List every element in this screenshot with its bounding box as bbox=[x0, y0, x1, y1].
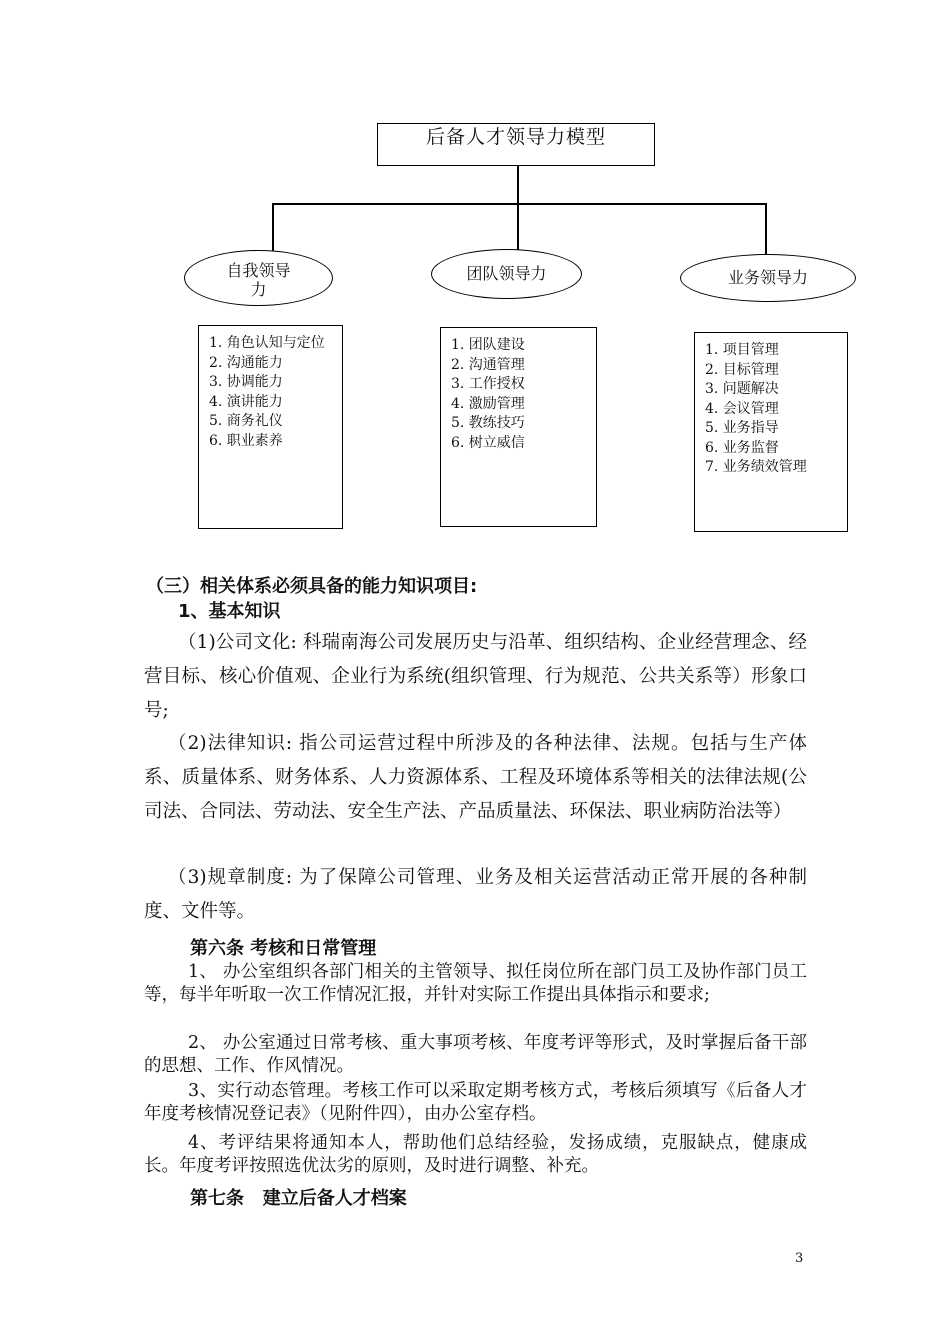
branch-team-leadership bbox=[431, 249, 582, 299]
branch-self-leadership bbox=[184, 250, 333, 306]
connector-middle-drop bbox=[517, 203, 519, 250]
list-item: 3. 协调能力 bbox=[209, 374, 283, 390]
connector-trunk bbox=[517, 166, 519, 204]
team-leadership-list bbox=[440, 327, 597, 527]
list-item: 6. 职业素养 bbox=[209, 432, 283, 449]
list-item: 5. 商务礼仪 bbox=[209, 413, 283, 429]
list-item: 2. 沟通管理 bbox=[451, 356, 525, 373]
branch-business-leadership bbox=[680, 254, 856, 302]
business-leadership-list bbox=[694, 332, 848, 532]
list-item: 4. 会议管理 bbox=[705, 400, 779, 417]
list-item: 3. 问题解决 bbox=[705, 381, 779, 397]
page-number: 3 bbox=[795, 1251, 804, 1266]
section-3-paragraph-3: （3)规章制度: 为了保障公司管理、业务及相关运营活动正常开展的各种制度、文件等。 bbox=[144, 867, 807, 922]
section-3-heading: （三）相关体系必须具备的能力知识项目: bbox=[146, 576, 478, 597]
list-item: 1. 团队建设 bbox=[451, 337, 525, 353]
article-7-heading: 第七条 建立后备人才档案 bbox=[190, 1188, 407, 1209]
list-item: 2. 沟通能力 bbox=[209, 354, 283, 371]
article-6-item-1: 1、 办公室组织各部门相关的主管领导、拟任岗位所在部门员工及协作部门员工等，每半年听取一次工作情况汇报，并针对实际工作提出具体指示和要求; bbox=[144, 962, 807, 1005]
connector-right-drop bbox=[765, 203, 767, 255]
list-item: 4. 演讲能力 bbox=[209, 393, 283, 410]
list-item: 7. 业务绩效管理 bbox=[705, 459, 807, 475]
connector-horizontal bbox=[272, 203, 766, 205]
article-6-item-4: 4、考评结果将通知本人，帮助他们总结经验，发扬成绩，克服缺点，健康成长。年度考评按照选优汰劣的原则，及时进行调整、补充。 bbox=[144, 1133, 807, 1176]
section-3-subheading: 1、基本知识 bbox=[178, 601, 281, 622]
list-item: 3. 工作授权 bbox=[451, 376, 525, 392]
list-item: 5. 教练技巧 bbox=[451, 415, 525, 431]
branch-team-leadership-label: 团队领导力 bbox=[466, 264, 547, 283]
list-item: 4. 激励管理 bbox=[451, 395, 525, 412]
connector-left-drop bbox=[272, 203, 274, 251]
article-6-heading: 第六条 考核和日常管理 bbox=[190, 938, 377, 959]
list-item: 1. 角色认知与定位 bbox=[209, 335, 325, 351]
section-3-paragraph-1: （1)公司文化: 科瑞南海公司发展历史与沿革、组织结构、企业经营理念、经营目标、核心价值观、企业行为系统(组织管理、行为规范、公共关系等）形象口号; bbox=[144, 632, 807, 721]
list-item: 2. 目标管理 bbox=[705, 361, 779, 378]
diagram-title-box bbox=[377, 123, 655, 166]
list-item: 6. 树立威信 bbox=[451, 434, 525, 451]
article-6-item-2: 2、 办公室通过日常考核、重大事项考核、年度考评等形式，及时掌握后备干部的思想、工作、作风情况。 bbox=[144, 1033, 807, 1076]
diagram-title: 后备人才领导力模型 bbox=[425, 126, 606, 148]
section-3-paragraph-2: （2)法律知识: 指公司运营过程中所涉及的各种法律、法规。包括与生产体系、质量体系、财务体系、人力资源体系、工程及环境体系等相关的法律法规(公司法、合同法、劳动法、安全生产法、产品质量法、环保法、职业病防治法等） bbox=[144, 733, 807, 822]
list-item: 5. 业务指导 bbox=[705, 420, 779, 436]
article-6-item-3: 3、实行动态管理。考核工作可以采取定期考核方式，考核后须填写《后备人才年度考核情况登记表》（见附件四），由办公室存档。 bbox=[144, 1081, 807, 1124]
list-item: 6. 业务监督 bbox=[705, 439, 779, 456]
self-leadership-list bbox=[198, 325, 343, 529]
branch-self-leadership-label: 自我领导力 bbox=[226, 261, 291, 299]
list-item: 1. 项目管理 bbox=[705, 342, 779, 358]
branch-business-leadership-label: 业务领导力 bbox=[727, 268, 808, 287]
